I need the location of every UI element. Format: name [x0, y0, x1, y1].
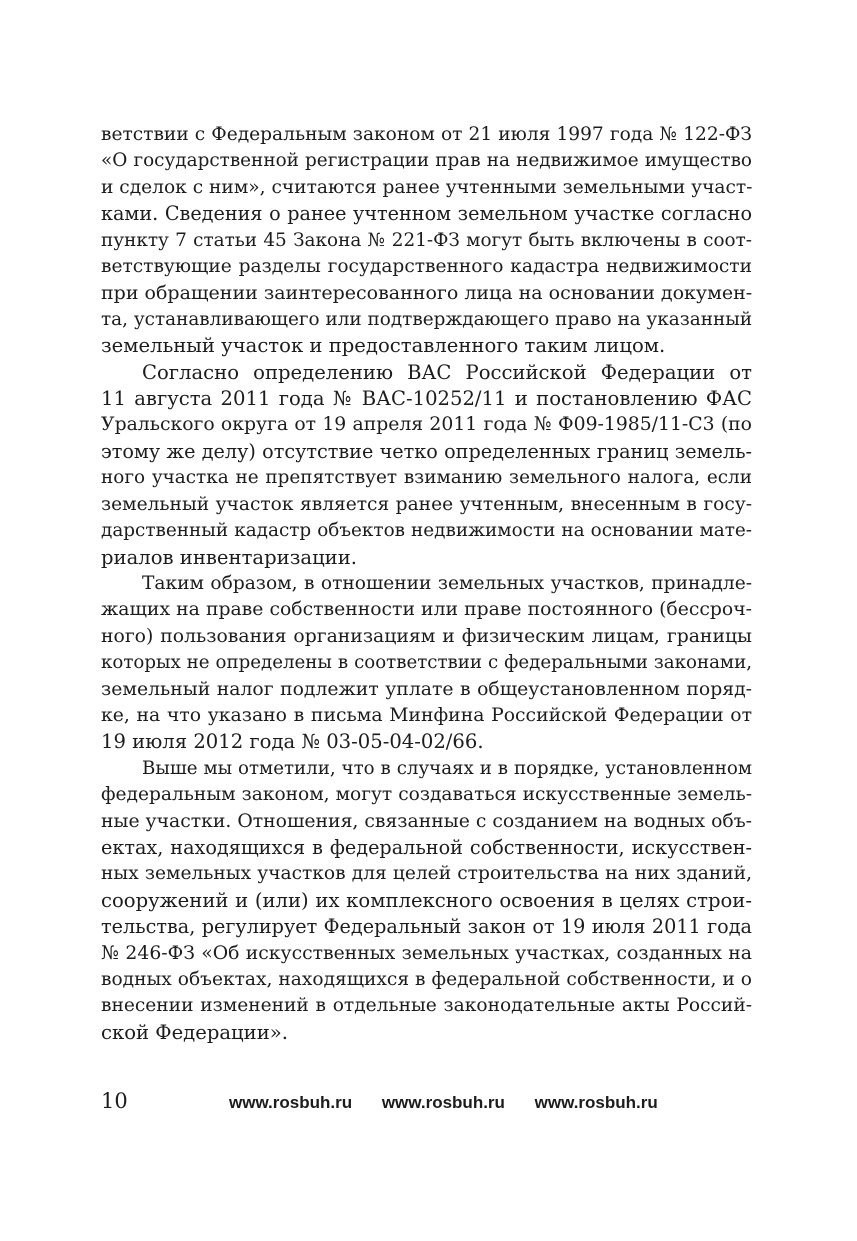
paragraph — [101, 571, 752, 756]
text-line: земельный налог подлежит уплате в общеустановленном поряд- — [101, 678, 752, 700]
text-line: и сделок с ним», считаются ранее учтенными земельными участ- — [101, 176, 753, 198]
paragraph — [101, 756, 752, 1046]
text-line: 11 августа 2011 года № ВАС-10252/11 и постановлению ФАС — [101, 387, 752, 411]
text-line: ные участки. Отношения, связанные с созданием на водных объ- — [101, 810, 752, 832]
text-line: ектах, находящихся в федеральной собственности, искусствен- — [101, 835, 752, 859]
text-line: тельства, регулирует Федеральный закон от 19 июля 2011 года — [101, 915, 752, 939]
text-line: Таким образом, в отношении земельных участков, принадле- — [142, 572, 752, 594]
text-line: которых не определены в соответствии с федеральными законами, — [101, 652, 752, 674]
text-line: при обращении заинтересованного лица на основании докумен- — [101, 282, 753, 305]
text-line: 19 июля 2012 года № 03-05-04-02/66. — [101, 730, 484, 754]
text-line: та, устанавливающего или подтверждающего право на указанный — [101, 308, 753, 330]
footer-url: www.rosbuh.ru — [381, 1093, 505, 1112]
body-text — [101, 122, 752, 1046]
text-line: пункту 7 статьи 45 Закона № 221-ФЗ могут быть включены в соот- — [101, 229, 752, 251]
text-line: ками. Сведения о ранее учтенном земельном участке согласно — [101, 202, 752, 226]
paragraph — [101, 122, 752, 360]
text-line: жащих на праве собственности или праве постоянного (бессроч- — [101, 599, 752, 621]
text-line: Согласно определению ВАС Российской Федерации от — [142, 360, 752, 384]
text-line: ветствии с Федеральным законом от 21 июля 1997 года № 122-ФЗ — [101, 124, 752, 145]
footer-urls — [229, 1093, 683, 1113]
text-line: земельный участок и предоставленного таким лицом. — [101, 334, 666, 358]
text-line: федеральным законом, могут создаваться искусственные земель- — [101, 784, 752, 806]
text-line: водных объектах, находящихся в федеральной собственности, и о — [101, 969, 752, 990]
text-line: сооружений и (или) их комплексного освоения в целях строи- — [101, 888, 752, 912]
text-line: Уральского округа от 19 апреля 2011 года № Ф09-1985/11-С3 (по — [101, 414, 752, 436]
text-line: дарственный кадастр объектов недвижимости на основании мате- — [101, 520, 752, 542]
text-line: ской Федерации». — [101, 1020, 288, 1044]
footer-url: www.rosbuh.ru — [534, 1093, 658, 1112]
text-line: ного) пользования организациям и физическим лицам, границы — [101, 625, 752, 647]
page-footer — [101, 1089, 752, 1119]
text-line: земельный участок является ранее учтенным, внесенным в госу- — [101, 493, 752, 515]
paragraph — [101, 360, 752, 571]
text-line: ке, на что указано в письма Минфина Российской Федерации от — [101, 704, 752, 726]
text-line: № 246-ФЗ «Об искусственных земельных участках, созданных на — [101, 942, 752, 964]
text-line: ветствующие разделы государственного кадастра недвижимости — [101, 256, 752, 278]
text-line: риалов инвентаризации. — [101, 545, 358, 569]
footer-url: www.rosbuh.ru — [229, 1093, 353, 1112]
text-line: «О государственной регистрации прав на недвижимое имущество — [101, 150, 752, 172]
text-line: этому же делу) отсутствие четко определенных границ земель- — [101, 439, 752, 463]
text-line: ных земельных участков для целей строительства на них зданий, — [101, 863, 752, 885]
text-line: ного участка не препятствует взиманию земельного налога, если — [101, 467, 752, 489]
page-number: 10 — [101, 1089, 128, 1113]
text-line: Выше мы отметили, что в случаях и в порядке, установленном — [142, 757, 752, 779]
text-line: внесении изменений в отдельные законодательные акты Россий- — [101, 995, 752, 1017]
